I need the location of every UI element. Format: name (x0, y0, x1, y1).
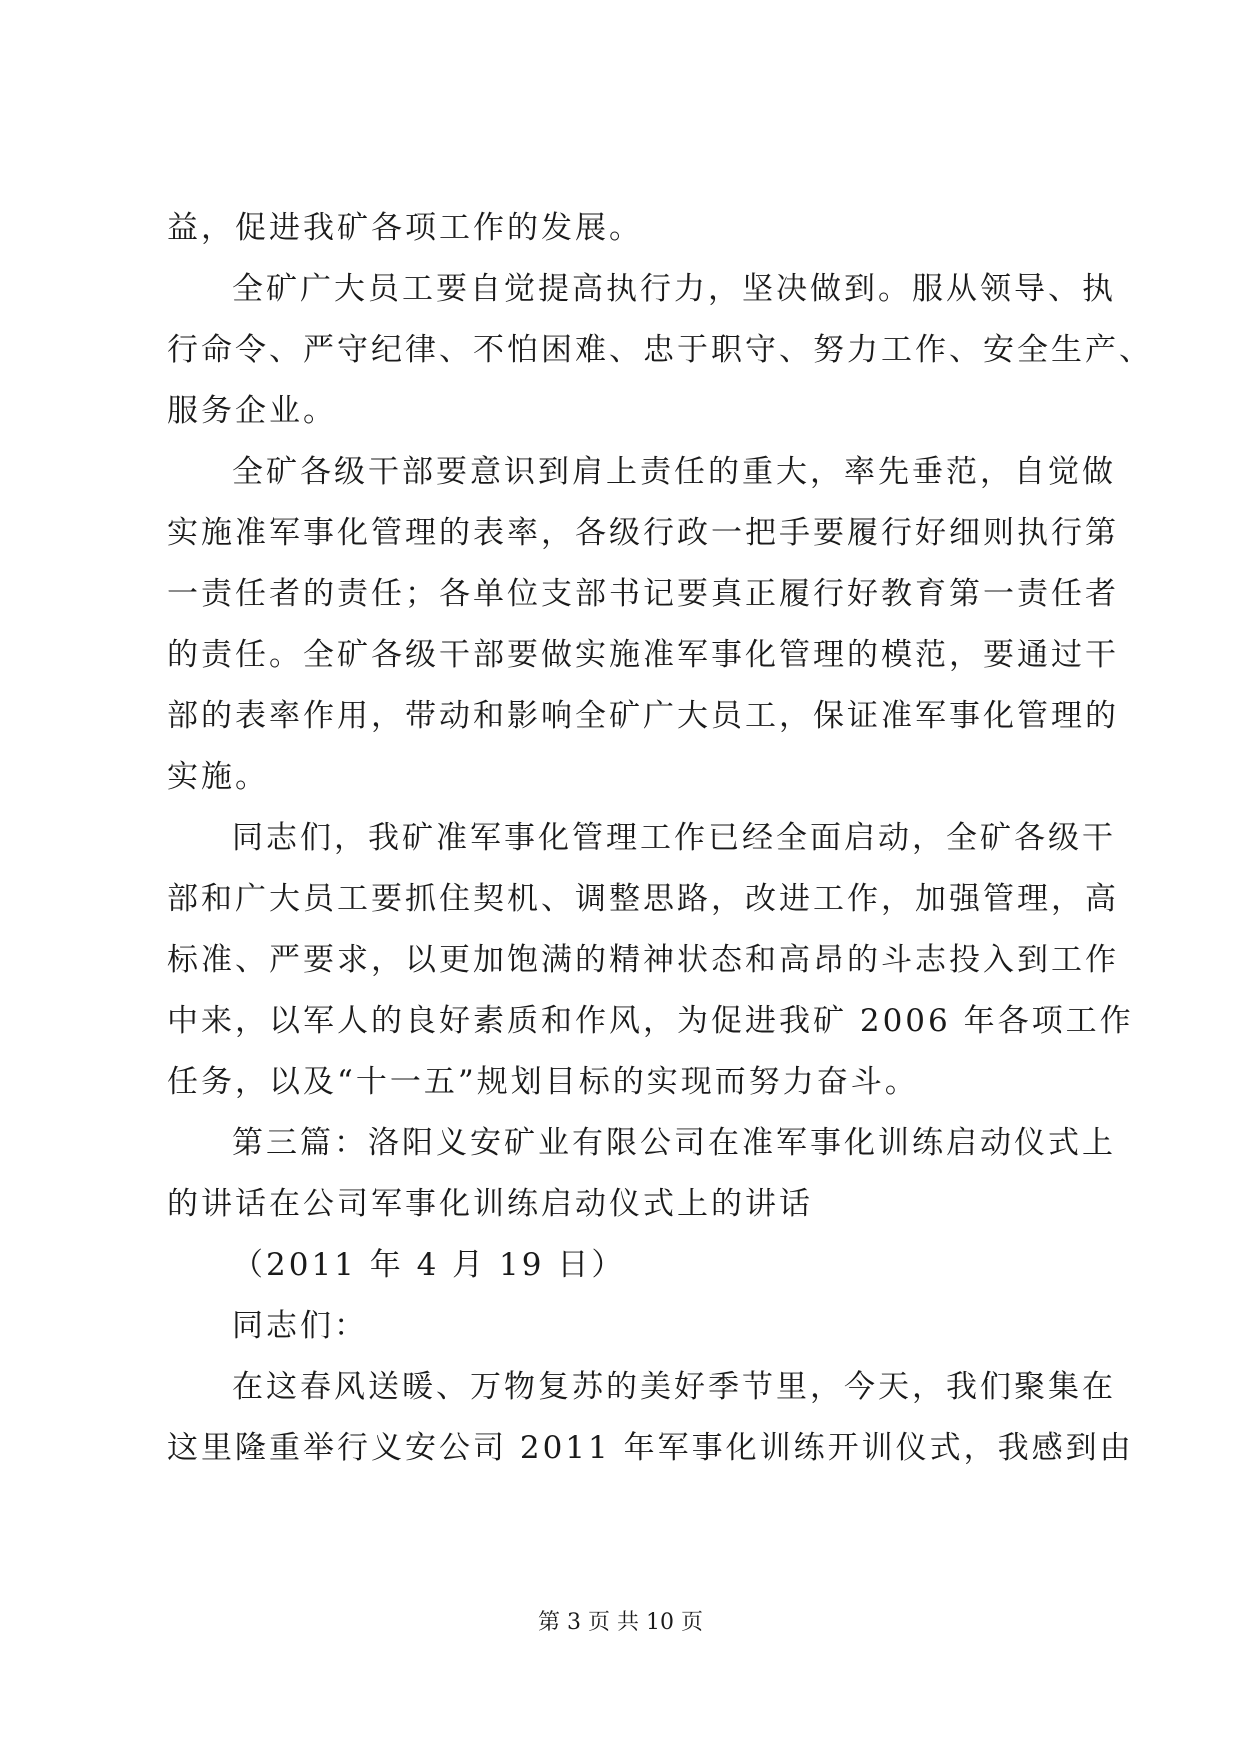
text-line: 实施准军事化管理的表率，各级行政一把手要履行好细则执行第 (167, 515, 1119, 551)
text-line: 在这春风送暖、万物复苏的美好季节里，今天，我们聚集在 (232, 1369, 1116, 1405)
text-line: 部和广大员工要抓住契机、调整思路，改进工作，加强管理，高 (167, 881, 1119, 917)
text-line: 行命令、严守纪律、不怕困难、忠于职守、努力工作、安全生产、 (167, 332, 1153, 368)
section-heading: 第三篇：洛阳义安矿业有限公司在准军事化训练启动仪式上 (232, 1125, 1116, 1161)
speech-date: （2011 年 4 月 19 日） (232, 1247, 626, 1283)
text-line: 的责任。全矿各级干部要做实施准军事化管理的模范，要通过干 (167, 637, 1119, 673)
text-line: 标准、严要求，以更加饱满的精神状态和高昂的斗志投入到工作 (167, 942, 1119, 978)
text-line: 实施。 (167, 759, 269, 795)
text-line: 全矿各级干部要意识到肩上责任的重大，率先垂范，自觉做 (232, 454, 1116, 490)
text-line: 这里隆重举行义安公司 2011 年军事化训练开训仪式，我感到由 (167, 1430, 1134, 1466)
text-line: 部的表率作用，带动和影响全矿广大员工，保证准军事化管理的 (167, 698, 1119, 734)
text-line: 一责任者的责任；各单位支部书记要真正履行好教育第一责任者 (167, 576, 1119, 612)
text-line: 同志们，我矿准军事化管理工作已经全面启动，全矿各级干 (232, 820, 1116, 856)
salutation: 同志们： (232, 1308, 368, 1344)
page-number-footer: 第 3 页 共 10 页 (538, 1610, 703, 1635)
section-heading: 的讲话在公司军事化训练启动仪式上的讲话 (167, 1186, 813, 1222)
text-line: 服务企业。 (167, 393, 337, 429)
text-line: 全矿广大员工要自觉提高执行力，坚决做到。服从领导、执 (232, 271, 1116, 307)
text-line: 中来，以军人的良好素质和作风，为促进我矿 2006 年各项工作 (167, 1003, 1134, 1039)
text-line: 益，促进我矿各项工作的发展。 (167, 210, 643, 246)
text-line: 任务，以及“十一五”规划目标的实现而努力奋斗。 (167, 1064, 919, 1100)
